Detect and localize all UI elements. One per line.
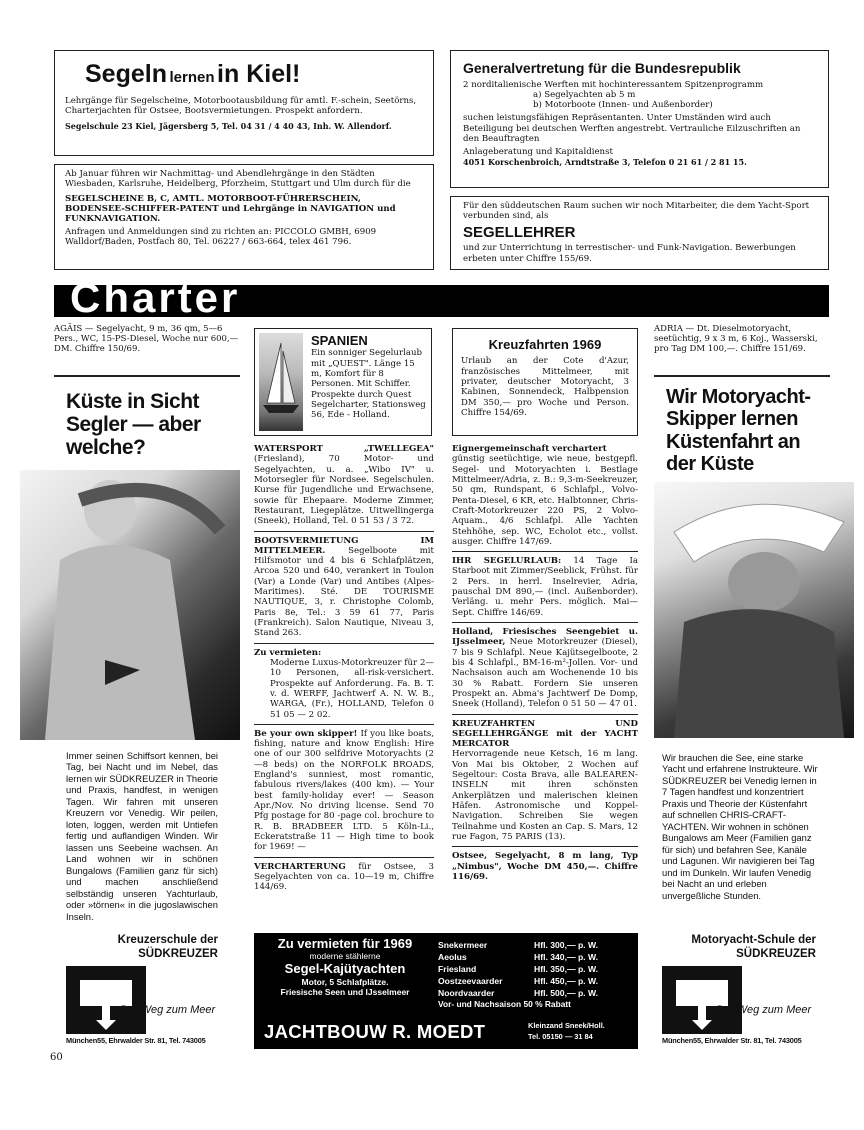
- ostsee-text: Ostsee, Segelyacht, 8 m lang, Typ „Nimbus", Woche DM 450,—. Chiffre 116/69.: [452, 851, 638, 882]
- agais-ad: [54, 324, 240, 355]
- vermieten-head: Zu vermieten:: [254, 647, 322, 658]
- spanien-ad: [254, 328, 432, 436]
- piccolo-contact: Anfragen und Anmeldungen sind zu richten an: PICCOLO GMBH, 6909 Walldorf/Baden, Postfach 80, Tel. 06227 / 663-664, telex 461 796.: [65, 226, 377, 247]
- mid-column: [254, 444, 434, 893]
- moedt-table: [438, 939, 632, 1010]
- right-ad-address: München55, Ehrwalder Str. 81, Tel. 743005: [662, 1036, 802, 1045]
- right-ad-slogan: Der Weg zum Meer: [716, 1004, 812, 1016]
- divider: [54, 375, 240, 377]
- boots-ad: [254, 536, 434, 639]
- moedt-boat-price: Hfl. 450,— p. W.: [534, 976, 598, 986]
- moedt-boat-name: Aeolus: [438, 952, 467, 962]
- vercharterung-text: für Ostsee, 3 Segelyachten von ca. 10—19 m, Chiffre 144/69.: [254, 861, 434, 893]
- segellehrer-ad: [450, 196, 829, 270]
- right-mid-column: [452, 444, 638, 882]
- general-body: suchen leistungsfähigen Repräsentanten. Unter Umständen wird auch Beteiligung bei deutschen Werften angestrebt. Vertrauliche Eilzuschriften an den Beauftragten: [463, 113, 801, 145]
- suedkreuzer-logo: [662, 966, 742, 1034]
- moedt-place: Kleinzand Sneek/Holl.: [528, 1021, 605, 1030]
- general-line1: 2 norditalienische Werften mit hochinteressantem Spitzenprogramm: [463, 79, 764, 90]
- moedt-big: Segel-Kajütyachten: [284, 961, 406, 977]
- sailboat-icon: [259, 333, 303, 431]
- right-ad-headline: Wir Motoryacht-Skipper lernen Küstenfahrt an der Küste: [666, 386, 811, 476]
- agais-text: AGÄIS — Segelyacht, 9 m, 36 qm, 5—6 Pers., WC, 15-PS-Diesel, Woche nur 600,— DM. Chiffre 150/69.: [54, 324, 239, 355]
- kreuzfahrten-ad: [452, 328, 638, 436]
- general-b: b) Motorboote (Innen- und Außenborder): [533, 100, 713, 111]
- vermieten-text: Moderne Luxus-Motorkreuzer für 2—10 Personen, all-risk-versichert. Prospekte auf Anforderung. Fa. B. T. v. d. WERFF, Jachtwerf A. N. W. B., WARGA, (Fr.), HOLLAND, Telefon 0 51 05 — 2 02.: [270, 657, 434, 720]
- holland-ad: [452, 627, 638, 710]
- sailboat-photo: [259, 333, 303, 431]
- boots-head: BOOTSVERMIETUNG IM MITTELMEER.: [254, 535, 434, 556]
- skipper-text: If you like boats, fishing, nature and know English: Hire one of our 300 selfdrive Motoryachts (2—8 beds) on the NORFOLK BROADS, England's sunniest, most romantic, fabulous rivers/lakes (400 km). — Your best family-holiday ever! — Season Apr./Nov. No driving license. Send 70 Pfg postage for 80 -page col. brochure to R. B. BRADBEER LTD. 5 Köln-Li., Eckeratstraße 11 — High time to book for 1969! —: [254, 728, 434, 853]
- moedt-price-row: [438, 963, 632, 975]
- moedt-rows: [438, 939, 632, 999]
- piccolo-ad: [54, 164, 434, 270]
- kreuz-text: Hervorragende neue Ketsch, 16 m lang. Von Mai bis Oktober, 2 Wochen auf Segeltour: Costa Brava, alle BALEAREN-INSELN mit ihren schönsten Ankerplätzen und malerischen kleinen Häfen. Astronomische und Koppel-Navigation. Schreiben Sie wegen Teilnahme und Kosten an Cap. S. Mars, 12 rue Fagon, 75 PARIS (13).: [452, 749, 638, 842]
- kiel-body: Lehrgänge für Segelscheine, Motorbootausbildung für amtl. F.-schein, Seetörns, Charterjachten für Ostsee, Bootsvermietungen. Prospekt anfordern.: [65, 95, 417, 116]
- anchor-logo-icon: [66, 966, 146, 1034]
- twellegea-ad: [254, 444, 434, 527]
- segellehrer-intro: Für den süddeutschen Raum suchen wir noch Mitarbeiter, die dem Yacht-Sport verbunden sind, als: [463, 201, 810, 222]
- moedt-boat-price: Hfl. 340,— p. W.: [534, 952, 598, 962]
- eigner-text: günstig seetüchtige, wie neue, bestgepfl. Segel- und Motoryachten i. Bestlage Mittelmeer/Adria, z. B.: 9,3-m-Seekreuzer, 50 qm, Rundspant, 6 Schlafpl., Volvo-Penta-Diesel, 6 KR, etc. Halbtonner, Chris-Craft-Motorkreuzer 220 PS, 2 Volvo-Aquam., 4/6 Schlafpl. Alle Yachten Stehhöhe, sep. WC, Echolot etc., vollst. ausger. Chiffre 147/69.: [452, 454, 638, 547]
- generalvertretung-ad: [450, 50, 829, 188]
- moedt-boat-price: Hfl. 350,— p. W.: [534, 964, 598, 974]
- spanien-body: Ein sonniger Segelurlaub mit „QUEST". Länge 15 m, Komfort für 8 Personen. Mit Schiffer. Prospekte durch Quest Segelcharter, Stationsweg 56, Ede - Holland.: [311, 348, 426, 421]
- suedkreuzer-logo: [66, 966, 146, 1034]
- divider: [452, 551, 638, 552]
- left-ad-headline: Küste in Sicht Segler — aber welche?: [66, 390, 201, 460]
- divider: [254, 531, 434, 532]
- moedt-sub: moderne stählerne: [309, 951, 381, 962]
- divider: [654, 375, 830, 377]
- general-title: Generalvertretung für die Bundesrepublik: [463, 60, 741, 76]
- skipper-head: Be your own skipper!: [254, 728, 358, 739]
- general-name: Anlageberatung und Kapitaldienst: [463, 147, 613, 158]
- eigner-head: Eignergemeinschaft verchartert: [452, 444, 607, 454]
- urlaub-head: IHR SEGELURLAUB:: [452, 556, 562, 567]
- general-a: a) Segelyachten ab 5 m: [533, 89, 636, 100]
- segellehrer-body: und zur Unterrichtung in terrestischer- und Funk-Navigation. Bewerbungen erbeten unter Chiffre 155/69.: [463, 243, 796, 264]
- moedt-footer: Vor- und Nachsaison 50 % Rabatt: [438, 999, 571, 1009]
- adria-ad: [654, 324, 830, 355]
- moedt-brand: JACHTBOUW R. MOEDT: [264, 1021, 486, 1042]
- moedt-tel: Tel. 05150 — 31 84: [528, 1032, 593, 1041]
- anchor-logo-icon: [662, 966, 742, 1034]
- urlaub-ad: [452, 556, 638, 618]
- moedt-boat-name: Friesland: [438, 964, 477, 974]
- piccolo-intro: Ab Januar führen wir Nachmittag- und Abendlehrgänge in den Städten Wiesbaden, Karlsruhe, Heidelberg, Pforzheim, Stuttgart und Ulm durch für die: [65, 169, 411, 190]
- kiel-title-b: lernen: [169, 69, 215, 86]
- moedt-ad: [254, 933, 638, 1049]
- moedt-boat-name: Noordvaarder: [438, 988, 495, 998]
- vercharterung-ad: [254, 862, 434, 893]
- kiel-title: [85, 60, 423, 90]
- vercharterung-head: VERCHARTERUNG: [254, 861, 346, 872]
- moedt-price-row: [438, 939, 632, 951]
- moedt-title: Zu vermieten für 1969: [277, 936, 413, 951]
- adria-text: ADRIA — Dt. Dieselmotoryacht, seetüchtig, 9 x 3 m, 6 Koj., Wasserski, pro Tag DM 100,—. Chiffre 151/69.: [654, 324, 818, 355]
- divider: [254, 724, 434, 725]
- twellegea-head: WATERSPORT „TWELLEGEA": [254, 444, 434, 454]
- spanien-title: SPANIEN: [311, 333, 368, 348]
- sailor-photo: [20, 470, 240, 740]
- kreuz-head: KREUZFAHRTEN UND SEGELLEHRGÄNGE mit der YACHT MERCATOR: [452, 718, 638, 750]
- page-number: 60: [50, 1052, 63, 1063]
- kreuzfahrten-title: Kreuzfahrten 1969: [488, 337, 602, 352]
- left-ad-address: München55, Ehrwalder Str. 81, Tel. 743005: [66, 1036, 206, 1045]
- left-ad-school: Kreuzerschule der SÜDKREUZER: [117, 934, 218, 960]
- twellegea-text: (Friesland), 70 Motor- und Segelyachten, u. a. „Wibo IV" u. Motorsegler für Nordsee. Segelschulen. Kurse für Jugendliche und Erwachsene, sowie für Ehepaare. Moderne Zimmer, Restaurant, Liegeplätze. Uitwellingerga (Sneek), Holland, Tel. 0 51 53 / 3 72.: [254, 454, 434, 527]
- moedt-left: [260, 937, 430, 997]
- urlaub-text: 14 Tage Ia Starboot mit Zimmer/Seeblick, Frühst. für 2 Pers. in herrl. Inselrevier, Adria, pauschal DM 890,— (incl. Außenborder). Verläng. u. mehr Pers. möglich. Mai—Sept. Chiffre 146/69.: [452, 556, 638, 618]
- kiel-title-a: Segeln: [85, 60, 167, 88]
- kreuzfahrten-body: Urlaub an der Cote d'Azur, französisches Mittelmeer, mit privater, deutscher Motoryacht, 3 Kabinen, Sonnendeck, Halbpension DM 350,— pro Woche und Person. Chiffre 154/69.: [461, 356, 629, 418]
- boots-text: Segelboote mit Hilfsmotor und 4 bis 6 Schlafplätzen, Arcoa 520 und 640, verankert in Toulon (Var) a Londe (Var) und Antibes (Alpes-Maritimes). Sté. DE TOURISME NAUTIQUE, 3, r. Christophe Colomb, Paris 8e, Tel.: 3 59 61 77, Paris (Frankreich). Salon Nautique, Niveau 3, Stand 263.: [254, 545, 434, 639]
- left-ad-slogan: Der Weg zum Meer: [120, 1004, 216, 1016]
- skipper-figure-icon: [654, 482, 854, 738]
- right-ad-school: Motoryacht-Schule der SÜDKREUZER: [691, 934, 816, 960]
- moedt-price-row: [438, 975, 632, 987]
- moedt-price-row: [438, 951, 632, 963]
- skipper-ad: [254, 729, 434, 853]
- segellehrer-title: SEGELLEHRER: [463, 223, 576, 241]
- moedt-seen: Friesische Seen und IJsselmeer: [280, 986, 410, 997]
- charter-banner: [54, 274, 829, 321]
- skipper-photo: [654, 482, 854, 738]
- divider: [452, 846, 638, 847]
- moedt-boat-name: Oostzeevaarder: [438, 976, 503, 986]
- sailor-figure-icon: [20, 470, 240, 740]
- moedt-boat-name: Snekermeer: [438, 940, 488, 950]
- charter-title: Charter: [70, 274, 241, 321]
- moedt-price-row: [438, 987, 632, 999]
- kiel-ad: [54, 50, 434, 156]
- moedt-boat-price: Hfl. 300,— p. W.: [534, 940, 598, 950]
- kiel-address: Segelschule 23 Kiel, Jägersberg 5, Tel. 04 31 / 4 40 43, Inh. W. Allendorf.: [65, 121, 392, 132]
- divider: [452, 622, 638, 623]
- piccolo-bold: SEGELSCHEINE B, C, AMTL. MOTORBOOT-FÜHRERSCHEIN, BODENSEE-SCHIFFER-PATENT und Lehrgänge in NAVIGATION und FUNKNAVIGATION.: [65, 193, 396, 225]
- general-address: 4051 Korschenbroich, Arndtstraße 3, Telefon 0 21 61 / 2 81 15.: [463, 156, 747, 167]
- moedt-boat-price: Hfl. 500,— p. W.: [534, 988, 598, 998]
- divider: [452, 714, 638, 715]
- holland-text: Neue Motorkreuzer (Diesel), 7 bis 9 Schlafpl. Neue Kajütsegelboote, 2 bis 4 Schlafpl., BM-16-m²-Jollen. Vor- und Nachsaison auch am Wochenende 10 bis 30 % Rabatt. Fordern Sie unseren Prospekt an. Abma's Jachtwerf De Domp, Sneek (Holland), Telefon 0 51 50 — 47 01.: [452, 637, 639, 710]
- divider: [254, 857, 434, 858]
- moedt-motor: Motor, 5 Schlafplätze.: [301, 976, 389, 987]
- holland-head: Holland, Friesisches Seengebiet u. IJsselmeer,: [452, 627, 638, 648]
- left-ad-body: Immer seinen Schiffsort kennen, bei Tag, bei Nacht und im Nebel, das lernen wir SÜDKREUZER in Theorie und Praxis, handfest, in wenigen Tagen. Wir fahren mit unseren Kreuzern vor Venedig. Wir peilen, loten, loggen, werden mit Untiefen fertig und auflandigen Winden. Wir lassen uns Seebeine wachsen. An Land wohnen wir in schönen Bungalows (Familien ganz für sich) und machen anschließend selbständig unseren Yachturlaub, oder »törnen« in die jugoslawischen Inseln.: [66, 750, 218, 922]
- kiel-title-c: in Kiel!: [217, 60, 301, 88]
- right-ad-body: Wir brauchen die See, eine starke Yacht und erfahrene Instrukteure. Wir SÜDKREUZER bei Venedig lernen in 7 Tagen handfest und konzentriert Praxis und Theorie der Küstenfahrt auf schnellen CHRIS-CRAFT-YACHTEN. Wir wohnen in schönen Bungalows am Meer (Familien ganz für sich) und befahren See, Kanäle und Lagunen. Wir navigieren bei Tag und im Dunkeln. Wir laufen Venedig bei Nacht an und erleben unvergeßliche Stunden.: [662, 752, 818, 901]
- divider: [254, 643, 434, 644]
